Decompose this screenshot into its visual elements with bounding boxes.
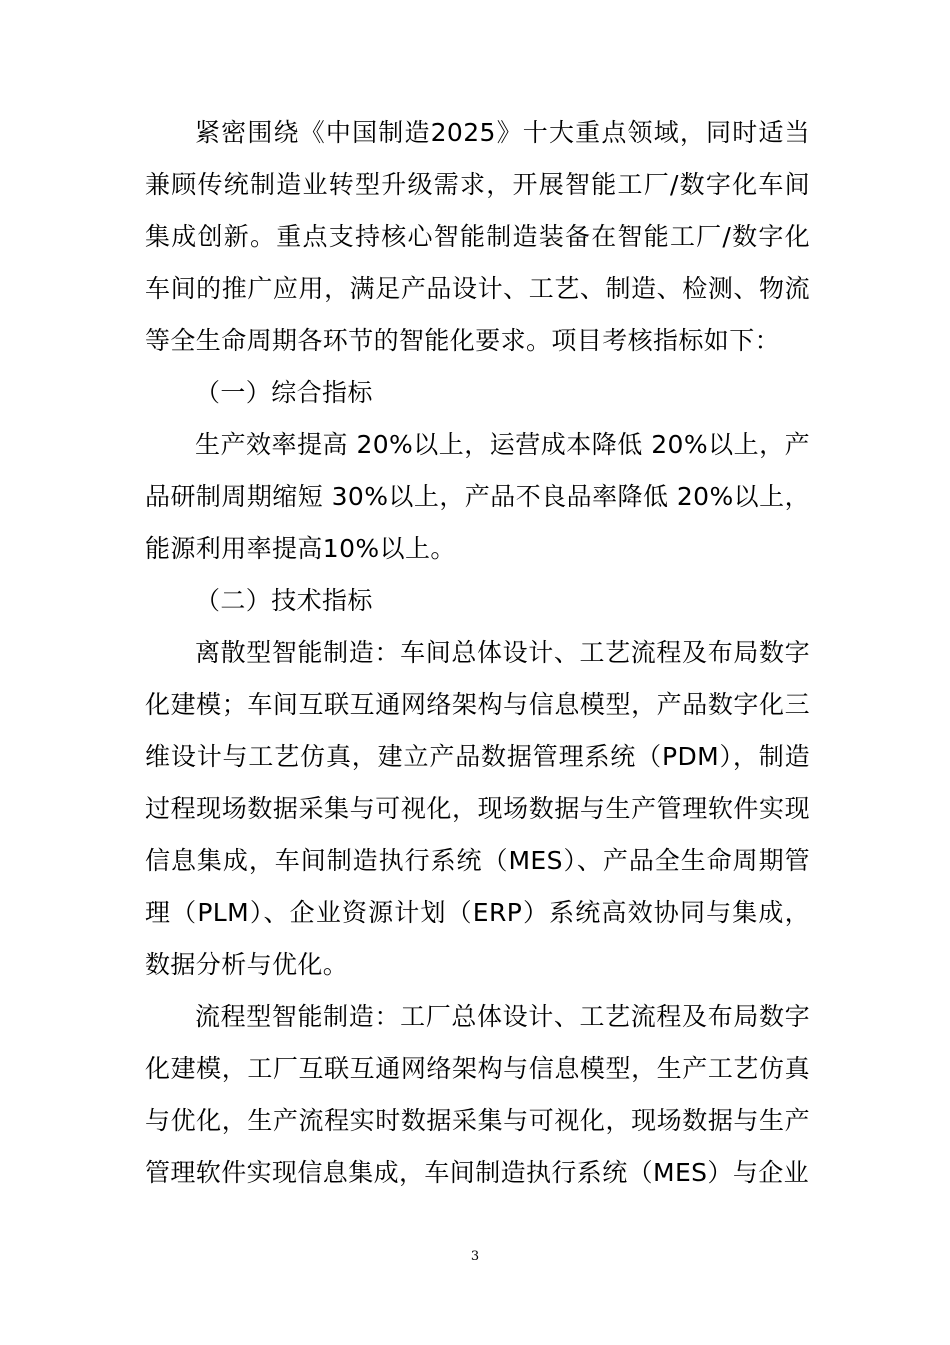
page-number: 3 xyxy=(470,1249,480,1264)
section-heading-technical-indicators: （二）技术指标 xyxy=(195,586,373,615)
intro-paragraph: 紧密围绕《中国制造2025》十大重点领域，同时适当兼顾传统制造业转型升级需求，开展智能工厂/数字化车间集成创新。重点支持核心智能制造装备在智能工厂/数字化车间的推广应用，满足产品设计、工艺、制造、检测、物流等全生命周期各环节的智能化要求。项目考核指标如下： xyxy=(145,118,810,355)
section-heading-comprehensive-indicators: （一）综合指标 xyxy=(195,378,373,407)
document-body xyxy=(145,107,810,1199)
discrete-manufacturing-paragraph: 离散型智能制造：车间总体设计、工艺流程及布局数字化建模；车间互联互通网络架构与信息模型，产品数字化三维设计与工艺仿真，建立产品数据管理系统（PDM），制造过程现场数据采集与可视化，现场数据与生产管理软件实现信息集成，车间制造执行系统（MES）、产品全生命周期管理（PLM）、企业资源计划（ERP）系统高效协同与集成，数据分析与优化。 xyxy=(145,638,810,979)
comprehensive-indicators-paragraph: 生产效率提高 20%以上，运营成本降低 20%以上，产品研制周期缩短 30%以上，产品不良品率降低 20%以上，能源利用率提高10%以上。 xyxy=(145,430,810,563)
process-manufacturing-paragraph: 流程型智能制造：工厂总体设计、工艺流程及布局数字化建模，工厂互联互通网络架构与信息模型，生产工艺仿真与优化，生产流程实时数据采集与可视化，现场数据与生产管理软件实现信息集成，车间制造执行系统（MES）与企业 xyxy=(145,1002,810,1187)
